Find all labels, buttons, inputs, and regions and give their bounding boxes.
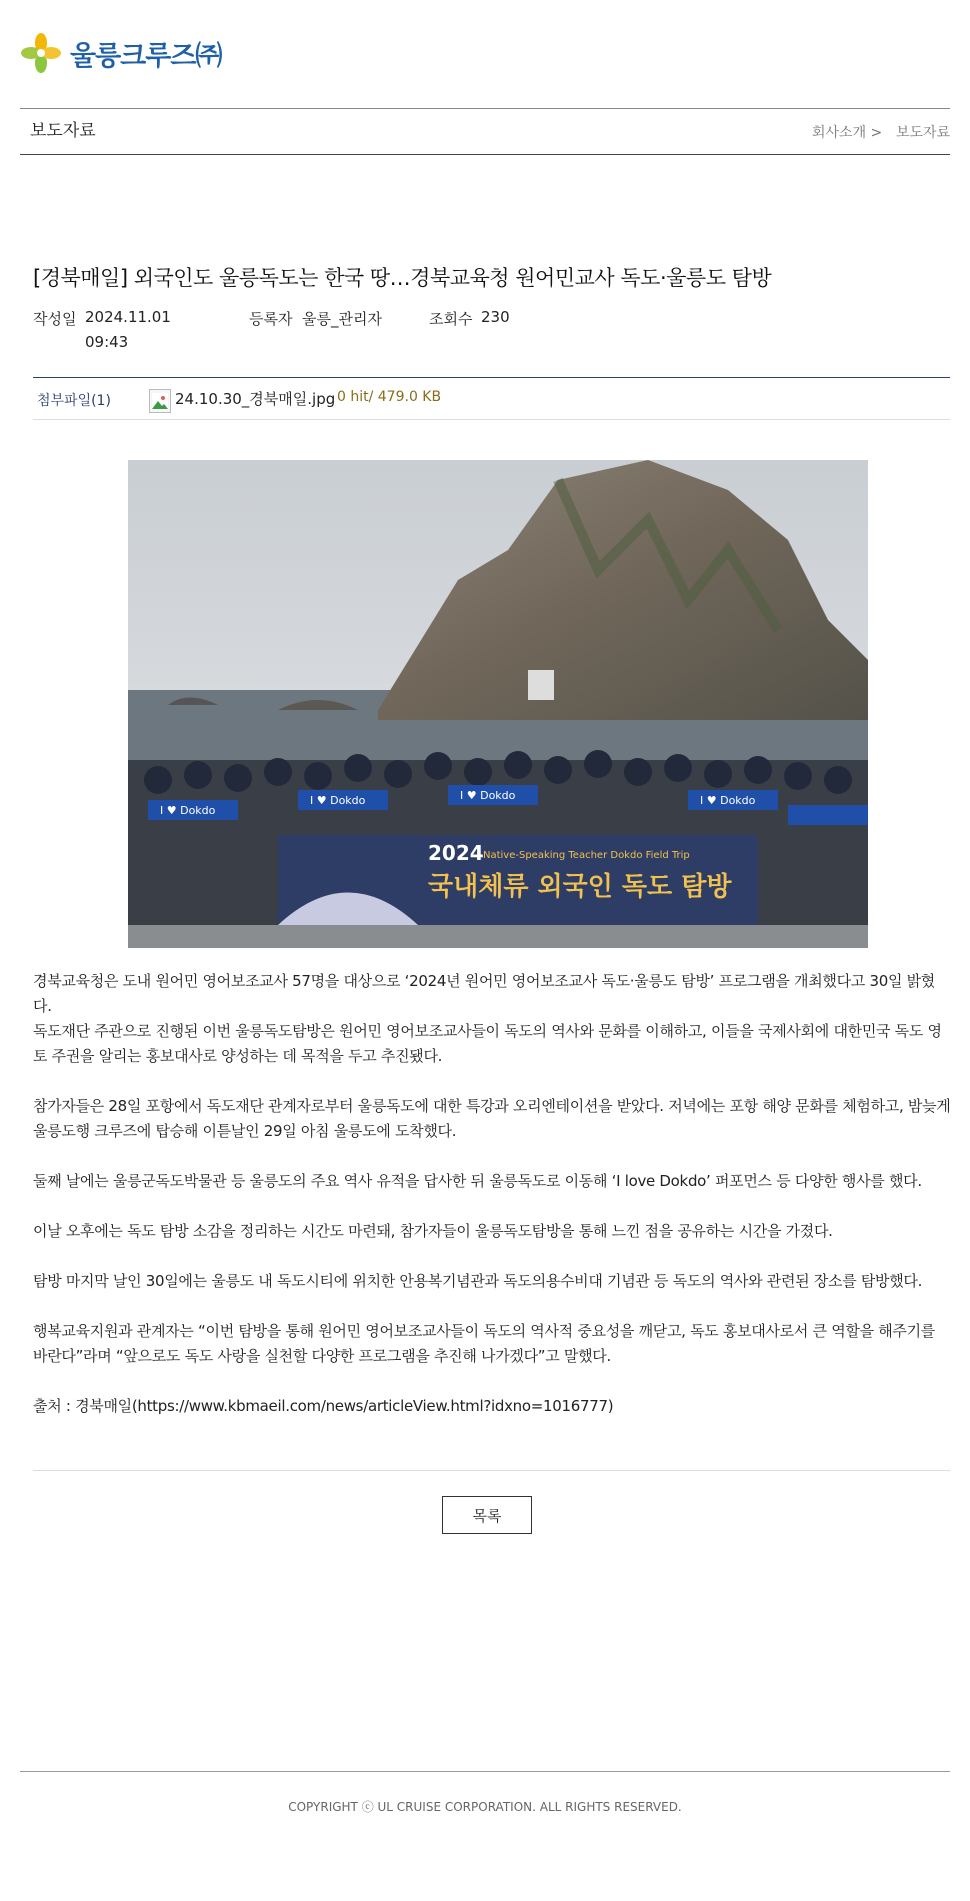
article-paragraph-5: 이날 오후에는 독도 탐방 소감을 정리하는 시간도 마련돼, 참가자들이 울릉독도탐방을 통해 느낀 점을 공유하는 시간을 가졌다. — [33, 1222, 833, 1240]
article-paragraph-7: 행복교육지원과 관계자는 “이번 탐방을 통해 원어민 영어보조교사들이 독도의 역사적 중요성을 깨닫고, 독도 홍보대사로서 큰 역할을 해주기를 바란다”라며 “앞으로도 독도 사랑을 실천할 다양한 프로그램을 추진해 나가겠다”고 말했다. — [33, 1322, 935, 1365]
article-title: [경북매일] 외국인도 울릉독도는 한국 땅…경북교육청 원어민교사 독도·울릉도 탐방 — [33, 266, 772, 290]
flag-text: I ♥ Dokdo — [460, 789, 516, 802]
list-button[interactable]: 목록 — [442, 1496, 532, 1534]
article-photo — [128, 460, 868, 948]
breadcrumb-company-intro[interactable]: 회사소개 > — [812, 125, 883, 141]
subheader-divider — [20, 154, 950, 155]
post-date: 2024.11.01 — [85, 308, 171, 326]
post-time: 09:43 — [85, 333, 129, 351]
company-logo[interactable] — [20, 30, 221, 76]
article-paragraph-1: 경북교육청은 도내 원어민 영어보조교사 57명을 대상으로 ‘2024년 원어민 영어보조교사 독도·울릉도 탐방’ 프로그램을 개최했다고 30일 밝혔다. — [33, 972, 935, 1015]
views-label: 조회수 — [429, 310, 473, 328]
article-paragraph-4: 둘째 날에는 울릉군독도박물관 등 울릉도의 주요 역사 유적을 답사한 뒤 울릉독도로 이동해 ‘I love Dokdo’ 퍼포먼스 등 다양한 행사를 했다. — [33, 1172, 922, 1190]
page-title: 보도자료 — [30, 121, 96, 141]
attachment-top-border — [33, 377, 950, 378]
attachment-file-link[interactable]: 24.10.30_경북매일.jpg — [175, 390, 336, 408]
banner-year: 2024 — [428, 841, 484, 865]
footer-divider — [20, 1771, 950, 1772]
article-source: 출처 : 경북매일(https://www.kbmaeil.com/news/articleView.html?idxno=1016777) — [33, 1397, 614, 1415]
dokdo-group-photo — [128, 460, 868, 948]
author-label: 등록자 — [249, 310, 293, 328]
attachment-info: 0 hit/ 479.0 KB — [337, 389, 442, 405]
view-count: 230 — [481, 308, 510, 326]
article-paragraph-6: 탐방 마지막 날인 30일에는 울릉도 내 독도시티에 위치한 안용복기념관과 독도의용수비대 기념관 등 독도의 역사와 관련된 장소를 탐방했다. — [33, 1272, 923, 1290]
article-paragraph-3: 참가자들은 28일 포항에서 독도재단 관계자로부터 울릉독도에 대한 특강과 오리엔테이션을 받았다. 저녁에는 포항 해양 문화를 체험하고, 밤늦게 울릉도행 크루즈에 탑승해 이튿날인 29일 아침 울릉도에 도착했다. — [33, 1097, 951, 1140]
flag-text: I ♥ Dokdo — [160, 804, 216, 817]
image-file-icon — [149, 389, 171, 413]
banner-title: 국내체류 외국인 독도 탐방 — [428, 872, 732, 902]
flag-text: I ♥ Dokdo — [310, 794, 366, 807]
content-divider — [33, 1470, 950, 1471]
flag-text: I ♥ Dokdo — [700, 794, 756, 807]
company-name: 울릉크루즈㈜ — [70, 40, 222, 72]
attachment-bottom-border — [33, 419, 950, 420]
article-paragraph-2: 독도재단 주관으로 진행된 이번 울릉독도탐방은 원어민 영어보조교사들이 독도의 역사와 문화를 이해하고, 이들을 국제사회에 대한민국 독도 영토 주권을 알리는 홍보대사로 양성하는 데 목적을 두고 추진됐다. — [33, 1022, 942, 1065]
attachment-label: 첨부파일(1) — [37, 393, 111, 409]
header-divider — [20, 108, 950, 109]
logo-clover-icon — [20, 32, 62, 74]
copyright: COPYRIGHT ⓒ UL CRUISE CORPORATION. ALL RIGHTS RESERVED. — [288, 1800, 682, 1814]
date-label: 작성일 — [33, 310, 77, 328]
author-name: 울릉_관리자 — [302, 310, 382, 328]
banner-subtitle: Native-Speaking Teacher Dokdo Field Trip — [483, 850, 690, 861]
breadcrumb-press-release[interactable]: 보도자료 — [896, 125, 951, 141]
